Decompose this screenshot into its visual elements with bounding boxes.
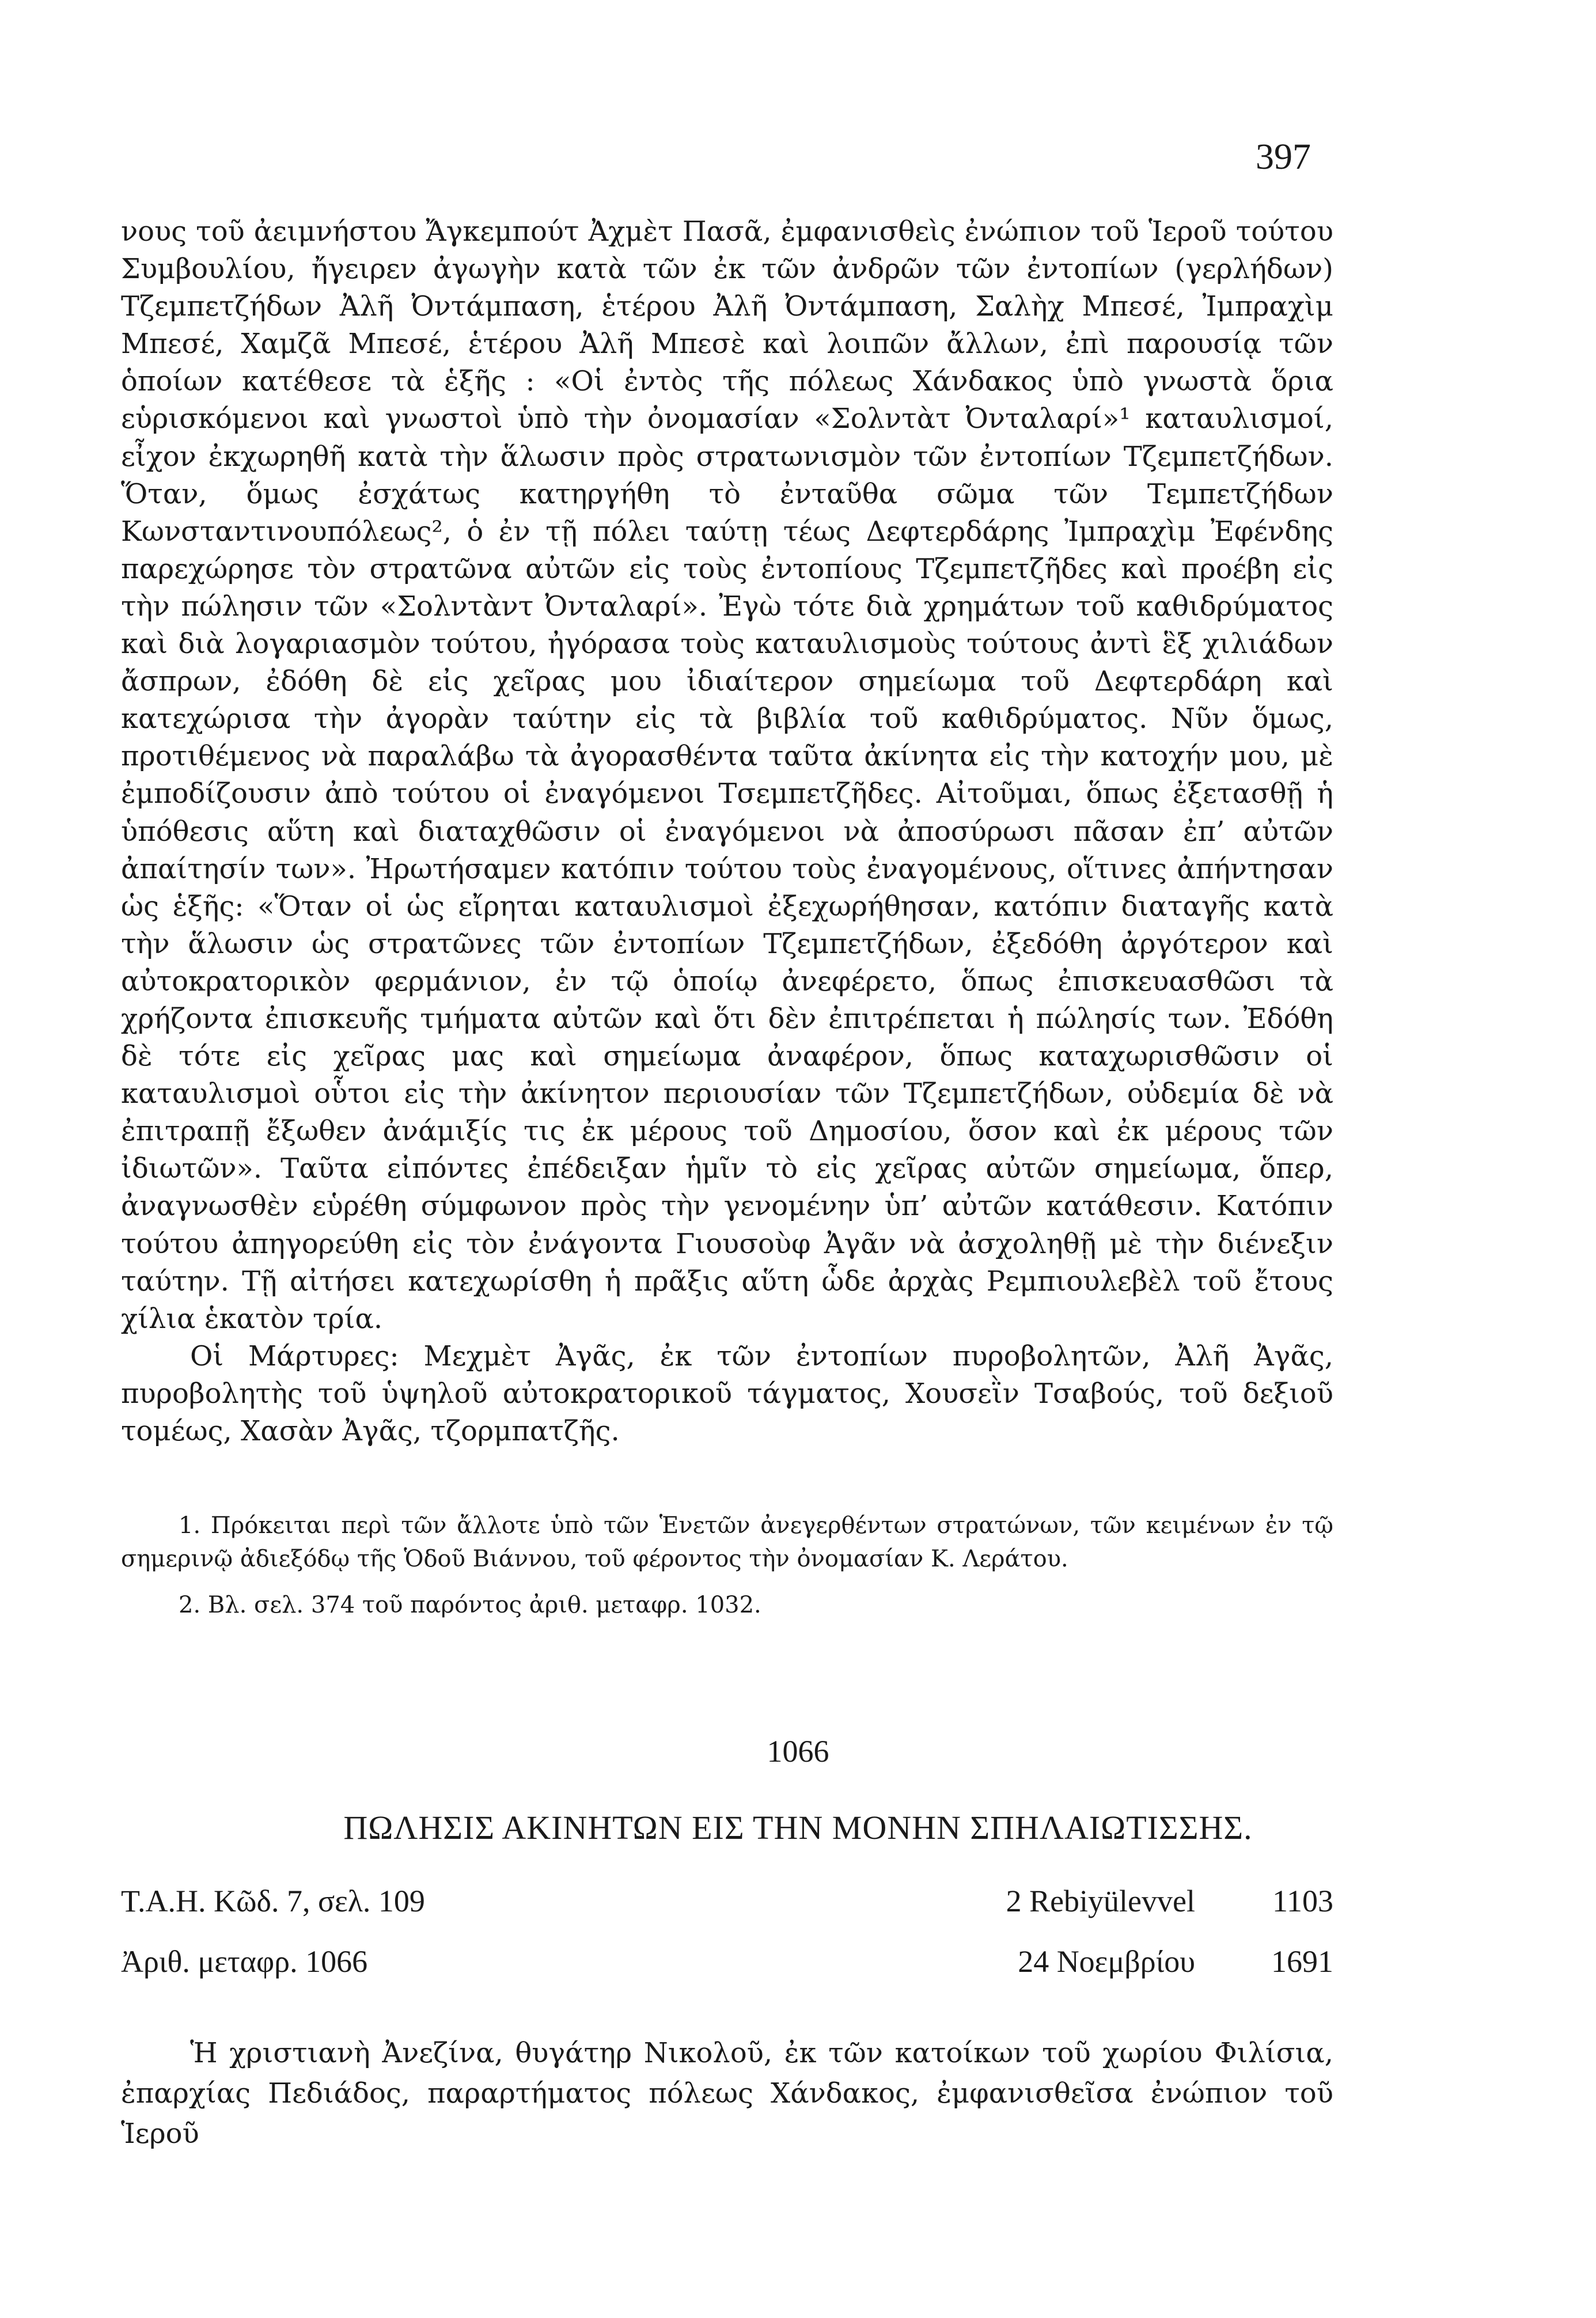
closing-paragraph: Ἡ χριστιανὴ Ἀνεζίνα, θυγάτηρ Νικολοῦ, ἐκ τῶν κατοίκων τοῦ χωρίου Φιλίσια, ἐπαρχίας Πεδιάδος, παραρτήματος πόλεως Χάνδακος, ἐμφανισθεῖσα ἐνώπιον τοῦ Ἱεροῦ bbox=[121, 2037, 1333, 2150]
hijri-date: 2 Rebiyülevvel bbox=[1006, 1884, 1195, 1918]
gregorian-date-group bbox=[1018, 1944, 1333, 1979]
hijri-year: 1103 bbox=[1272, 1884, 1333, 1918]
main-body-text bbox=[121, 213, 1333, 1450]
document-opening-text bbox=[121, 2033, 1333, 2154]
archive-reference: Τ.Α.Η. Κῶδ. 7, σελ. 109 bbox=[121, 1884, 425, 1918]
reference-row-2 bbox=[121, 1944, 1333, 1979]
translation-number: Ἀριθ. μεταφρ. 1066 bbox=[121, 1944, 368, 1979]
footnote-1: 1. Πρόκειται περὶ τῶν ἄλλοτε ὑπὸ τῶν Ἑνετῶν ἀνεγερθέντων στρατώνων, τῶν κειμένων ἐν τῷ σημερινῷ ἀδιεξόδῳ τῆς Ὁδοῦ Βιάννου, τοῦ φέροντος τὴν ὀνομασίαν Κ. Λεράτου. bbox=[121, 1512, 1333, 1572]
gregorian-year: 1691 bbox=[1271, 1944, 1333, 1979]
reference-row-1 bbox=[121, 1883, 1333, 1919]
footnote-2: 2. Βλ. σελ. 374 τοῦ παρόντος ἀριθ. μεταφρ. 1032. bbox=[179, 1592, 761, 1618]
hijri-date-group bbox=[1006, 1883, 1333, 1919]
footnotes bbox=[121, 1509, 1333, 1634]
document-number: 1066 bbox=[767, 1734, 829, 1769]
body-paragraph-witnesses: Οἱ Μάρτυρες: Μεχμὲτ Ἀγᾶς, ἐκ τῶν ἐντοπίων πυροβολητῶν, Ἀλῆ Ἀγᾶς, πυροβολητὴς τοῦ ὑψηλοῦ αὐτοκρατορικοῦ τάγματος, Χουσεῒν Τσαβούς, τοῦ δεξιοῦ τομέως, Χασὰν Ἀγᾶς, τζορμπατζῆς. bbox=[121, 1340, 1333, 1447]
document-title: ΠΩΛΗΣΙΣ ΑΚΙΝΗΤΩΝ ΕΙΣ ΤΗΝ ΜΟΝΗΝ ΣΠΗΛΑΙΩΤΙΣΣΗΣ. bbox=[343, 1809, 1253, 1846]
gregorian-date: 24 Νοεμβρίου bbox=[1018, 1944, 1195, 1979]
body-paragraph-1: νους τοῦ ἀειμνήστου Ἄγκεμπούτ Ἀχμὲτ Πασᾶ, ἐμφανισθεὶς ἐνώπιον τοῦ Ἱεροῦ τούτου Συμβουλίου, ἤγειρεν ἀγωγὴν κατὰ τῶν ἐκ τῶν ἀνδρῶν τῶν ἐντοπίων (γερλήδων) Τζεμπετζήδων Ἀλῆ Ὀντάμπαση, ἑτέρου Ἀλῆ Ὀντάμπαση, Σαλὴχ Μπεσέ, Ἰμπραχὶμ Μπεσέ, Χαμζᾶ Μπεσέ, ἑτέρου Ἀλῆ Μπεσὲ καὶ λοιπῶν ἄλλων, ἐπὶ παρουσίᾳ τῶν ὁποίων κατέθεσε τὰ ἑξῆς : «Οἱ ἐντὸς τῆς πόλεως Χάνδακος ὑπὸ γνωστὰ ὅρια εὑρισκόμενοι καὶ γνωστοὶ ὑπὸ τὴν ὀνομασίαν «Σολντὰτ Ὀνταλαρί»¹ καταυλισμοί, εἶχον ἐκχωρηθῆ κατὰ τὴν ἅλωσιν πρὸς στρατωνισμὸν τῶν ἐντοπίων Τζεμπετζήδων. Ὅταν, ὅμως ἐσχάτως κατηργήθη τὸ ἐνταῦθα σῶμα τῶν Τεμπετζήδων Κωνσταντινουπόλεως², ὁ ἐν τῇ πόλει ταύτῃ τέως Δεφτερδάρης Ἰμπραχὶμ Ἐφένδης παρεχώρησε τὸν στρατῶνα αὐτῶν εἰς τοὺς ἐντοπίους Τζεμπετζῆδες καὶ προέβη εἰς τὴν πώλησιν τῶν «Σολντὰντ Ὀνταλαρί». Ἐγὼ τότε διὰ χρημάτων τοῦ καθιδρύματος καὶ διὰ λογαριασμὸν τούτου, ἠγόρασα τοὺς καταυλισμοὺς τούτους ἀντὶ ἓξ χιλιάδων ἄσπρων, ἐδόθη δὲ εἰς χεῖρας μου ἰδιαίτερον σημείωμα τοῦ Δεφτερδάρη καὶ κατεχώρισα τὴν ἀγορὰν ταύτην εἰς τὰ βιβλία τοῦ καθιδρύματος. Νῦν ὅμως, προτιθέμενος νὰ παραλάβω τὰ ἀγορασθέντα ταῦτα ἀκίνητα εἰς τὴν κατοχήν μου, μὲ ἐμποδίζουσιν ἀπὸ τούτου οἱ ἐναγόμενοι Τσεμπετζῆδες. Αἰτοῦμαι, ὅπως ἐξετασθῇ ἡ ὑπόθεσις αὕτη καὶ διαταχθῶσιν οἱ ἐναγόμενοι νὰ ἀποσύρωσι πᾶσαν ἐπ’ αὐτῶν ἀπαίτησίν των». Ἠρωτήσαμεν κατόπιν τούτου τοὺς ἐναγομένους, οἵτινες ἀπήντησαν ὡς ἑξῆς: «Ὅταν οἱ ὡς εἴρηται καταυλισμοὶ ἐξεχωρήθησαν, κατόπιν διαταγῆς κατὰ τὴν ἅλωσιν ὡς στρατῶνες τῶν ἐντοπίων Τζεμπετζήδων, ἐξεδόθη ἀργότερον καὶ αὐτοκρατορικὸν φερμάνιον, ἐν τῷ ὁποίῳ ἀνεφέρετο, ὅπως ἐπισκευασθῶσι τὰ χρήζοντα ἐπισκευῆς τμήματα αὐτῶν καὶ ὅτι δὲν ἐπιτρέπεται ἡ πώλησίς των. Ἐδόθη δὲ τότε εἰς χεῖρας μας καὶ σημείωμα ἀναφέρον, ὅπως καταχωρισθῶσιν οἱ καταυλισμοὶ οὗτοι εἰς τὴν ἀκίνητον περιουσίαν τῶν Τζεμπετζήδων, οὐδεμία δὲ νὰ ἐπιτραπῇ ἔξωθεν ἀνάμιξίς τις ἐκ μέρους τοῦ Δημοσίου, ὅσον καὶ ἐκ μέρους τῶν ἰδιωτῶν». Ταῦτα εἰπόντες ἐπέδειξαν ἡμῖν τὸ εἰς χεῖρας αὐτῶν σημείωμα, ὅπερ, ἀναγνωσθὲν εὑρέθη σύμφωνον πρὸς τὴν γενομένην ὑπ’ αὐτῶν κατάθεσιν. Κατόπιν τούτου ἀπηγορεύθη εἰς τὸν ἐνάγοντα Γιουσοὺφ Ἀγᾶν νὰ ἀσχοληθῇ μὲ τὴν διένεξιν ταύτην. Τῇ αἰτήσει κατεχωρίσθη ἡ πρᾶξις αὕτη ὧδε ἀρχὰς Ρεμπιουλεβὲλ τοῦ ἔτους χίλια ἑκατὸν τρία. bbox=[121, 215, 1333, 1335]
page-number: 397 bbox=[1256, 136, 1311, 177]
